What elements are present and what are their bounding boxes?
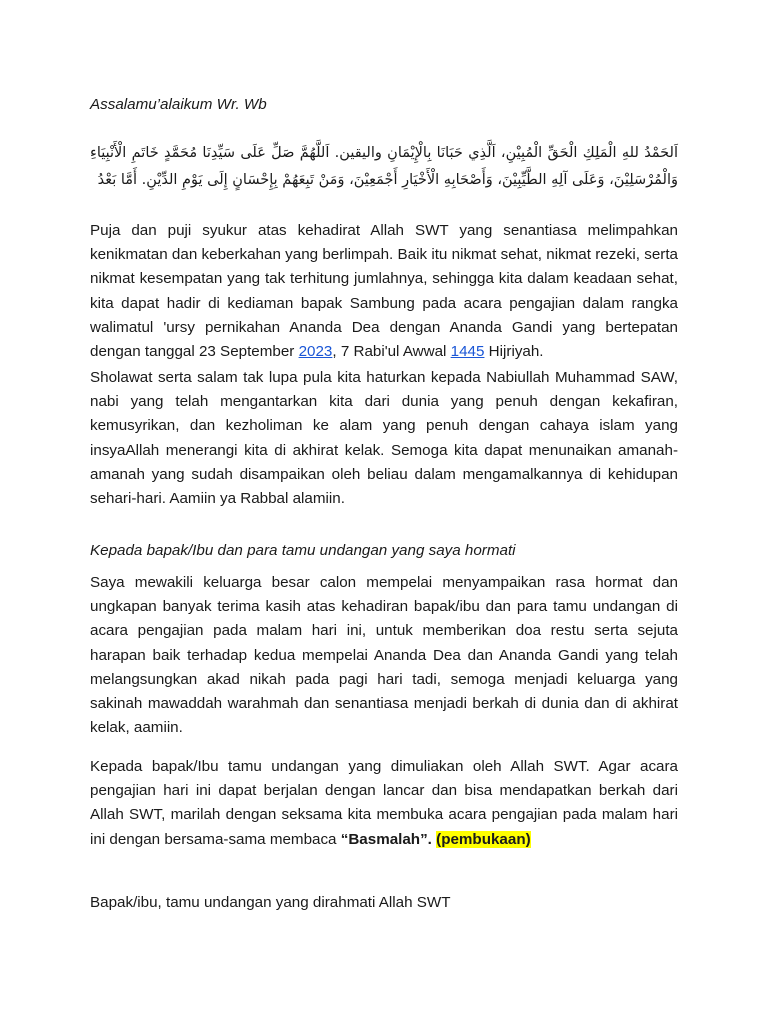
hijri-year-link[interactable]: 1445: [450, 343, 485, 361]
greeting-text: Assalamu’alaikum Wr. Wb: [90, 96, 267, 113]
paragraph-1-text-after: Hijriyah.: [484, 343, 544, 361]
arabic-opening-text: اَلحَمْدُ للهِ الْمَلِكِ الْحَقِّ الْمُبِيْنِ، اَلَّذِي حَبَانَا بِالْإِيْمَانِ واليقين. اَللَّهُمَّ صَلِّ عَلَى سَيِّدِنَا مُحَمَّدٍ خَاتَمِ الْأَنْبِيَاءِ وَالْمُرْسَلِيْنَ، وَعَلَى آلِهِ الطَّيِّبِيْنَ، وَأَصْحَابِهِ الْأَخْيَارِ أَجْمَعِيْنَ، وَمَنْ تَبِعَهُمْ بِإِحْسَانٍ إِلَى يَوْمِ الدِّيْنِ. أَمَّا بَعْدُ: [90, 145, 678, 188]
paragraph-3: Saya mewakili keluarga besar calon mempelai menyampaikan rasa hormat dan ungkapan banyak terima kasih atas kehadiran bapak/ibu dan para tamu undangan di acara pengajian pada malam hari ini, untuk memberikan doa restu serta sejuta harapan baik terhadap kedua mempelai Ananda Dea dan Ananda Gandi yang telah melangsungkan akad nikah pada pagi hari tadi, semoga menjadi keluarga yang sakinah mawaddah warahmah dan senantiasa menjadi berkah di dunia dan di akhirat kelak, aamiin.: [90, 574, 678, 737]
paragraph-4-text-before: Kepada bapak/Ibu tamu undangan yang dimuliakan oleh Allah SWT. Agar acara pengajian hari ini dapat berjalan dengan lancar dan bisa mendapatkan berkah dari Allah SWT, marilah dengan seksama kita membuka acara pengajian pada malam hari ini dengan bersama-sama membaca: [90, 758, 678, 848]
paragraph-2: Sholawat serta salam tak lupa pula kita haturkan kepada Nabiullah Muhammad SAW, nabi yang telah mengantarkan kita dari dunia yang penuh dengan kekafiran, kemusyrikan, dan kezholiman ke alam yang penuh dengan cahaya islam yang insyaAllah menerangi kita di akhirat kelak. Semoga kita dapat menunaikan amanah-amanah yang sudah disampaikan oleh beliau dalam mengamalkannya di kehidupan sehari-hari. Aamiin ya Rabbal alamiin.: [90, 369, 678, 508]
closing-text: Bapak/ibu, tamu undangan yang dirahmati Allah SWT: [90, 894, 451, 911]
year-link[interactable]: 2023: [298, 343, 333, 361]
basmalah-bold-text: “Basmalah”.: [340, 830, 432, 848]
paragraph-1: [90, 219, 678, 364]
paragraph-1-text-before: Puja dan puji syukur atas kehadirat Allah SWT yang senantiasa melimpahkan kenikmatan dan keberkahan yang berlimpah. Baik itu nikmat sehat, nikmat rezeki, serta nikmat kesempatan yang tak terhitung jumlahnya, sehingga kita dalam keadaan sehat, kita dapat hadir di kediaman bapak Sambung pada acara pengajian dalam rangka walimatul 'ursy pernikahan Ananda Dea dengan Ananda Gandi yang bertepatan dengan tanggal 23 September: [90, 222, 678, 361]
pembukaan-highlight: (pembukaan): [436, 830, 531, 848]
paragraph-4: [90, 755, 678, 852]
subheading-text: Kepada bapak/Ibu dan para tamu undangan yang saya hormati: [90, 542, 516, 559]
paragraph-1-text-middle: , 7 Rabi'ul Awwal: [332, 343, 451, 361]
